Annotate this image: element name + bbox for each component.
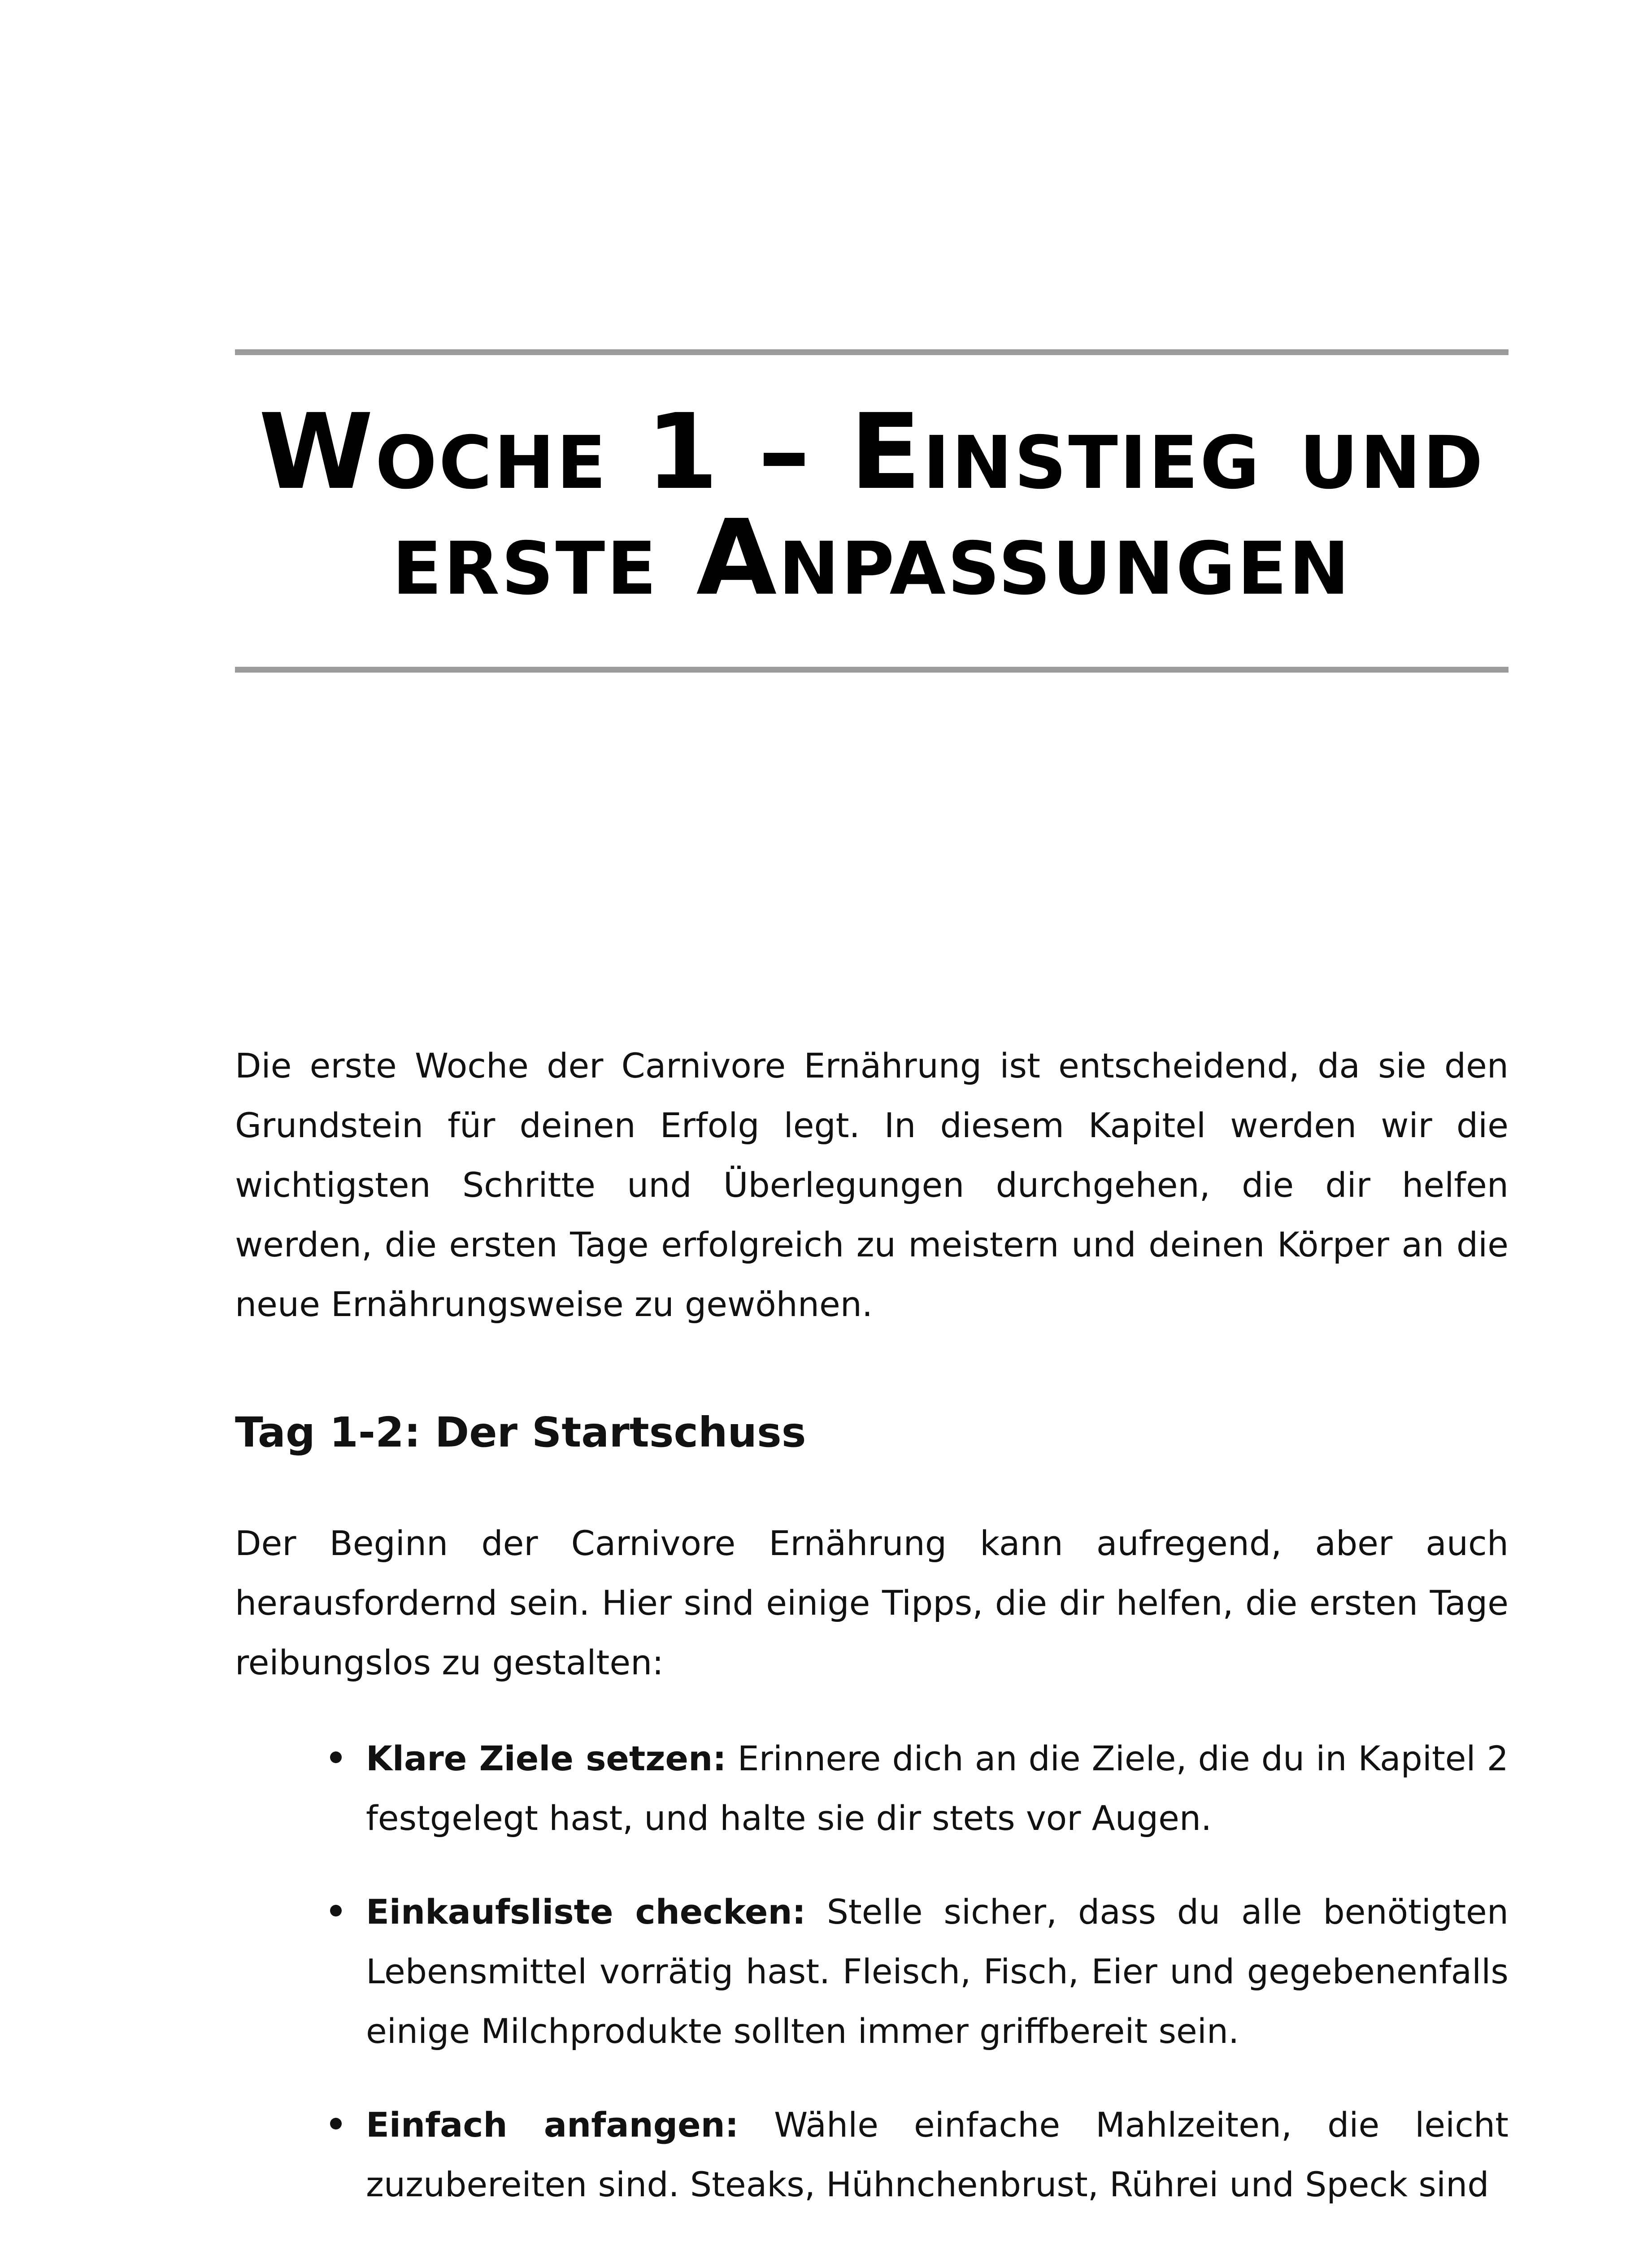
tip-text: Erinnere dich an die Ziele, die du in Kapitel 2 festgelegt hast, und halte sie dir stets vor Augen.: [366, 1738, 1509, 1838]
bullet-dot-icon: [330, 1905, 342, 1916]
section-intro-paragraph: Der Beginn der Carnivore Ernährung kann aufregend, aber auch herausfordernd sein. Hier sind einige Tipps, die dir helfen, die ersten Tage reibungslos zu gestalten:: [235, 1523, 1509, 1682]
chapter-title-line-1: Woche 1 – Einstieg und: [258, 391, 1485, 513]
tip-item-start-simple: [235, 2095, 1509, 2214]
tip-lead: Klare Ziele setzen:: [366, 1738, 726, 1778]
tip-item-goals: [235, 1729, 1509, 1848]
bullet-dot-icon: [330, 2118, 342, 2129]
tip-text: Stelle sicher, dass du alle benötigten Lebensmittel vorrätig hast. Fleisch, Fisch, Eier und gegebenenfalls einige Milchprodukte sollten immer griffbereit sein.: [366, 1892, 1509, 2051]
title-rule-top: [235, 349, 1509, 355]
chapter-title: [235, 391, 1509, 618]
bullet-dot-icon: [330, 1751, 342, 1763]
tip-lead: Einkaufsliste checken:: [366, 1892, 806, 1932]
tip-text: Wähle einfache Mahlzeiten, die leicht zuzubereiten sind. Steaks, Hühnchenbrust, Rührei und Speck sind: [366, 2105, 1509, 2204]
tip-item-shopping-list: [235, 1882, 1509, 2061]
tips-list: [235, 1729, 1509, 2242]
intro-paragraph: Die erste Woche der Carnivore Ernährung ist entscheidend, da sie den Grundstein für deinen Erfolg legt. In diesem Kapitel werden wir die wichtigsten Schritte und Überlegungen durchgehen, die dir helfen werden, die ersten Tage erfolgreich zu meistern und deinen Körper an die neue Ernährungsweise zu gewöhnen.: [235, 1046, 1509, 1324]
title-rule-bottom: [235, 667, 1509, 673]
tip-lead: Einfach anfangen:: [366, 2105, 739, 2145]
section-heading: Tag 1-2: Der Startschuss: [235, 1408, 806, 1456]
chapter-title-line-2: erste Anpassungen: [392, 497, 1352, 618]
